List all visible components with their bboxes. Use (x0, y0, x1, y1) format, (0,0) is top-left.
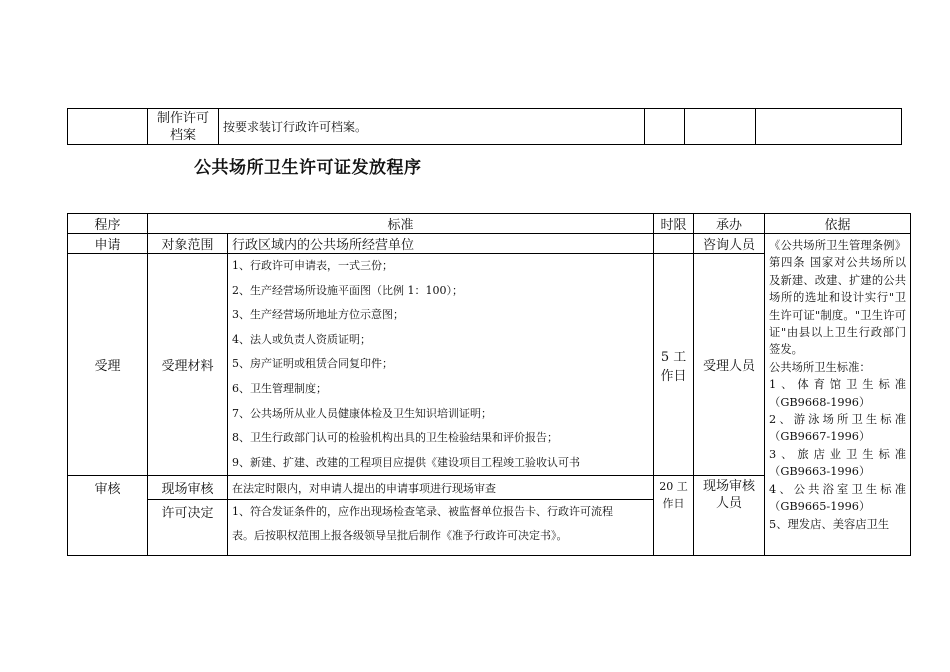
material-item: 7、公共场所从业人员健康体检及卫生知识培训证明； (232, 406, 492, 420)
decision-line: 表。后按职权范围上报各级领导呈批后制作《准予行政许可决定书》。 (232, 529, 568, 543)
archive-object-cell: 制作许可档案 (148, 109, 219, 145)
apply-standard: 行政区域内的公共场所经营单位 (228, 234, 654, 254)
apply-time-empty (654, 234, 694, 254)
header-basis: 依据 (765, 214, 911, 234)
header-row (68, 214, 911, 234)
decision-line: 1、符合发证条件的，应作出现场检查笔录、被监督单位报告卡、行政许可流程 (232, 505, 613, 519)
review-procedure: 审核 (68, 476, 148, 556)
archive-standard-cell: 按要求装订行政许可档案。 (219, 109, 645, 145)
basis-standard-1: 1、体育馆卫生标准（GB9668-1996） (769, 378, 907, 409)
apply-handler: 咨询人员 (694, 234, 765, 254)
page-title: 公共场所卫生许可证发放程序 (194, 158, 422, 178)
header-time-limit: 时限 (654, 214, 694, 234)
review-standard-decision (228, 500, 654, 556)
material-item: 4、法人或负责人资质证明； (232, 332, 371, 346)
archive-table (67, 108, 902, 145)
accept-object: 受理材料 (148, 254, 228, 476)
accept-handler: 受理人员 (694, 254, 765, 476)
material-item: 6、卫生管理制度； (232, 381, 327, 395)
material-item: 8、卫生行政部门认可的检验机构出具的卫生检验结果和评价报告； (232, 431, 558, 445)
apply-object: 对象范围 (148, 234, 228, 254)
accept-materials (228, 254, 654, 476)
material-item: 1、行政许可申请表，一式三份； (232, 259, 393, 272)
accept-procedure: 受理 (68, 254, 148, 476)
material-item: 5、房产证明或租赁合同复印件； (232, 357, 393, 371)
material-item: 3、生产经营场所地址方位示意图； (232, 308, 404, 322)
review-object-onsite: 现场审核 (148, 476, 228, 500)
basis-standards-heading: 公共场所卫生标准： (769, 360, 871, 374)
basis-cell-empty (756, 109, 902, 145)
apply-row (68, 234, 911, 254)
review-object-decision: 许可决定 (148, 500, 228, 556)
accept-time-limit: 5 工作日 (654, 254, 694, 476)
handler-cell-empty (685, 109, 756, 145)
material-item: 2、生产经营场所设施平面图（比例 1：100）； (232, 283, 463, 297)
basis-cell (765, 234, 911, 556)
basis-standard-3: 3、旅店业卫生标准（GB9663-1996） (769, 447, 907, 479)
basis-regulation: 《公共场所卫生管理条例》 第四条 国家对公共场所以及新建、改建、扩建的公共场所的选址和设计实行"卫生许可证"制度。"卫生许可证"由县以上卫生行政部门签发。 (769, 239, 907, 357)
material-item: 9、新建、扩建、改建的工程项目应提供《建设项目工程竣工验收认可书 (232, 455, 580, 469)
header-standard: 标准 (148, 214, 654, 234)
basis-standard-4: 4、公共浴室卫生标准（GB9665-1996） (769, 482, 907, 514)
review-standard-onsite: 在法定时限内，对申请人提出的申请事项进行现场审查 (228, 476, 654, 500)
review-handler: 现场审核人员 (694, 476, 765, 556)
header-procedure: 程序 (68, 214, 148, 234)
basis-standard-2: 2、游泳场所卫生标准（GB9667-1996） (769, 413, 907, 444)
procedure-table (67, 213, 911, 556)
basis-standard-5: 5、理发店、美容店卫生 (769, 517, 890, 531)
apply-procedure: 申请 (68, 234, 148, 254)
review-time-limit: 20 工作日 (654, 476, 694, 556)
time-cell-empty (645, 109, 685, 145)
header-handler: 承办 (694, 214, 765, 234)
procedure-cell-empty (68, 109, 148, 145)
